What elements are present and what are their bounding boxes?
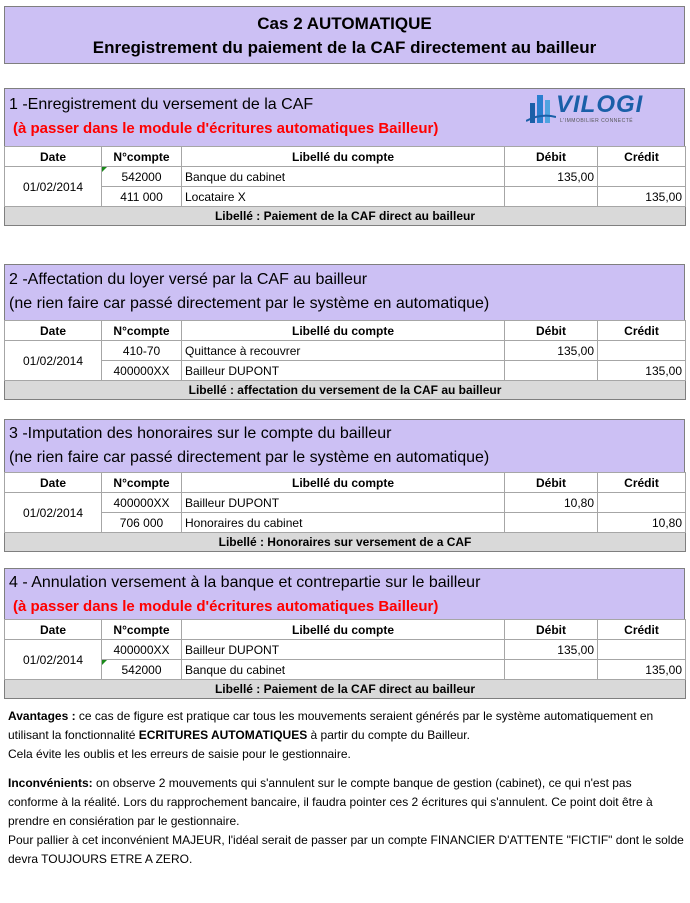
section-4-footer: Libellé : Paiement de la CAF direct au bailleur [5,680,686,699]
section-3-table [4,472,686,552]
account-number: 400000XX [102,361,182,381]
avantages-paragraph [8,707,684,745]
section-1-header [4,88,685,146]
account-number: 706 000 [102,513,182,533]
col-date: Date [5,147,102,167]
col-libelle: Libellé du compte [182,321,505,341]
notes-block [8,707,684,869]
section-3-header [4,419,685,472]
section-4-table [4,619,686,699]
credit-value: 135,00 [598,660,686,680]
debit-value: 135,00 [505,640,598,660]
section-2-footer: Libellé : affectation du versement de la CAF au bailleur [5,381,686,400]
col-compte: N°compte [102,147,182,167]
account-number: 400000XX [102,640,182,660]
table-row [5,187,686,207]
pallier-paragraph: Pour pallier à cet inconvénient MAJEUR, l'idéal serait de passer par un compte FINANCIER D'ATTENTE "FICTIF" dont le solde devra TOUJOURS ETRE A ZERO. [8,833,684,866]
building-icon [526,91,556,125]
credit-value [598,493,686,513]
debit-value: 10,80 [505,493,598,513]
section-2-heading: 2 -Affectation du loyer versé par la CAF au bailleur [9,271,368,288]
col-date: Date [5,473,102,493]
table-row [5,167,686,187]
inconvenients-label: Inconvénients: [8,776,93,790]
account-label: Bailleur DUPONT [182,493,505,513]
debit-value [505,361,598,381]
section-1-footer: Libellé : Paiement de la CAF direct au bailleur [5,207,686,226]
entry-date: 01/02/2014 [5,493,102,533]
table-row [5,361,686,381]
col-compte: N°compte [102,473,182,493]
col-credit: Crédit [598,321,686,341]
col-credit: Crédit [598,147,686,167]
col-credit: Crédit [598,620,686,640]
section-3 [4,419,685,552]
section-4-subheading: (à passer dans le module d'écritures automatiques Bailleur) [13,598,439,615]
section-4 [4,568,685,699]
section-3-subheading: (ne rien faire car passé directement par le système en automatique) [9,449,490,466]
credit-value [598,640,686,660]
debit-value: 135,00 [505,167,598,187]
col-date: Date [5,620,102,640]
title-line-2: Enregistrement du paiement de la CAF directement au bailleur [92,38,597,57]
section-3-footer: Libellé : Honoraires sur versement de a CAF [5,533,686,552]
col-libelle: Libellé du compte [182,620,505,640]
account-label: Bailleur DUPONT [182,640,505,660]
entry-date: 01/02/2014 [5,167,102,207]
logo-tagline: L'IMMOBILIER CONNECTÉ [560,118,634,124]
section-4-heading: 4 - Annulation versement à la banque et contrepartie sur le bailleur [9,574,481,591]
avantages-label: Avantages : [8,709,76,723]
col-debit: Débit [505,147,598,167]
credit-value: 135,00 [598,187,686,207]
avantages-text-1: ce cas de figure est pratique car tous les mouvements seraient générés par le système automatiquement en utilisant la fonctionnalité [8,709,654,742]
section-2-table [4,320,686,400]
debit-value: 135,00 [505,341,598,361]
table-row [5,341,686,361]
entry-date: 01/02/2014 [5,640,102,680]
account-number: 542000 [102,660,182,680]
document-title [4,6,685,64]
account-label: Banque du cabinet [182,167,505,187]
section-1-heading: 1 -Enregistrement du versement de la CAF [9,96,314,113]
section-3-heading: 3 -Imputation des honoraires sur le compte du bailleur [9,425,392,442]
col-date: Date [5,321,102,341]
account-number: 542000 [102,167,182,187]
col-credit: Crédit [598,473,686,493]
debit-value [505,660,598,680]
credit-value [598,341,686,361]
vilogi-logo [526,91,666,125]
section-4-header [4,568,685,619]
credit-value: 135,00 [598,361,686,381]
title-line-1: Cas 2 AUTOMATIQUE [257,14,432,33]
table-row [5,493,686,513]
table-row [5,513,686,533]
section-1-subheading: (à passer dans le module d'écritures automatiques Bailleur) [13,120,439,137]
account-label: Locataire X [182,187,505,207]
inconvenients-text: on observe 2 mouvements qui s'annulent sur le compte banque de gestion (cabinet), ce qui n'est pas conforme à la réalité. Lors du rapprochement bancaire, il faudra pointer ces 2 écritures qui s'annulent. Ce point doit être à prendre en consiération par le gestionnaire. [8,776,653,828]
section-1-table [4,146,686,226]
section-2-subheading: (ne rien faire car passé directement par le système en automatique) [9,295,490,312]
logo-wordmark: VILOGI [556,91,644,118]
col-libelle: Libellé du compte [182,473,505,493]
account-label: Quittance à recouvrer [182,341,505,361]
section-2 [4,264,685,400]
table-row [5,640,686,660]
avantages-bold: ECRITURES AUTOMATIQUES [138,728,308,742]
avantages-line-3: Cela évite les oublis et les erreurs de saisie pour le gestionnaire. [8,747,351,761]
col-debit: Débit [505,620,598,640]
account-number: 400000XX [102,493,182,513]
debit-value [505,187,598,207]
section-2-header [4,264,685,320]
section-1 [4,88,685,226]
entry-date: 01/02/2014 [5,341,102,381]
avantages-text-2: à partir du compte du Bailleur. [307,728,470,742]
col-compte: N°compte [102,620,182,640]
account-label: Bailleur DUPONT [182,361,505,381]
account-label: Banque du cabinet [182,660,505,680]
account-label: Honoraires du cabinet [182,513,505,533]
col-debit: Débit [505,473,598,493]
col-compte: N°compte [102,321,182,341]
credit-value: 10,80 [598,513,686,533]
debit-value [505,513,598,533]
inconvenients-paragraph [8,774,684,831]
account-number: 410-70 [102,341,182,361]
credit-value [598,167,686,187]
account-number: 411 000 [102,187,182,207]
table-row [5,660,686,680]
col-libelle: Libellé du compte [182,147,505,167]
col-debit: Débit [505,321,598,341]
